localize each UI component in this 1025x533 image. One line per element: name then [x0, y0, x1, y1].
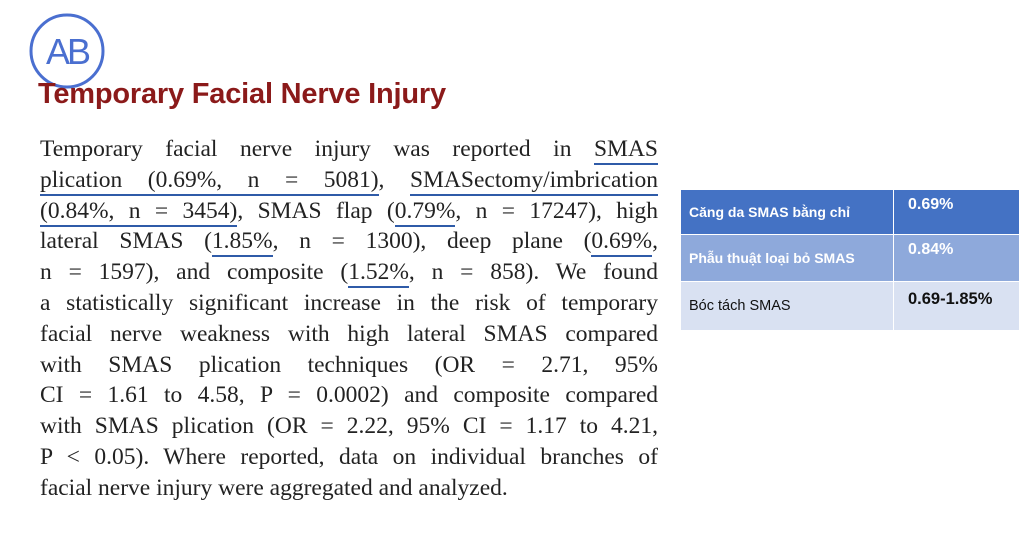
row-value: 0.69%: [894, 190, 1020, 235]
row-value: 0.69-1.85%: [894, 282, 1020, 331]
paragraph-line: [40, 288, 658, 319]
row-label: Bóc tách SMAS: [681, 282, 894, 331]
text-span: CI = 1.61 to 4.58, P = 0.0002) and composite compared: [40, 382, 658, 409]
body-paragraph: [40, 134, 658, 504]
text-span: with SMAS plication techniques (OR = 2.71, 95%: [40, 351, 658, 378]
underlined-text: 0.79%: [395, 198, 456, 227]
underlined-text: 1.85%: [212, 228, 273, 257]
paragraph-line: [40, 134, 658, 165]
table-row: [681, 282, 1020, 331]
text-span: with SMAS plication (OR = 2.22, 95% CI = 1.17 to 4.21,: [40, 413, 658, 440]
paragraph-line: [40, 380, 658, 411]
text-span: facial nerve injury were aggregated and analyzed.: [40, 474, 508, 501]
text-span: ,: [378, 166, 410, 193]
paragraph-line: [40, 411, 658, 442]
row-label: Căng da SMAS bằng chỉ: [681, 190, 894, 235]
paragraph-line: [40, 319, 658, 350]
text-span: ,: [652, 228, 658, 255]
table-row: [681, 235, 1020, 282]
text-span: , SMAS flap (: [237, 197, 395, 224]
paragraph-line: [40, 257, 658, 288]
summary-table: [680, 189, 1020, 331]
underlined-text: SMAS: [594, 136, 658, 165]
row-label: Phẫu thuật loại bỏ SMAS: [681, 235, 894, 282]
text-span: P < 0.05). Where reported, data on individual branches of: [40, 443, 658, 470]
text-span: facial nerve weakness with high lateral SMAS compared: [40, 320, 658, 347]
paragraph-line: [40, 442, 658, 473]
paragraph-line: [40, 165, 658, 196]
underlined-text: 1.52%: [348, 259, 409, 288]
paragraph-line: [40, 473, 658, 504]
text-span: , n = 858). We found: [408, 259, 658, 286]
text-span: Temporary facial nerve injury was reported in: [40, 136, 594, 162]
paragraph-line: [40, 226, 658, 257]
text-span: n = 1597), and composite (: [40, 259, 349, 286]
underlined-text: 0.69%: [591, 228, 652, 257]
table-row: [681, 190, 1020, 235]
text-span: lateral SMAS (: [40, 228, 212, 255]
underlined-text: plication (0.69%, n = 5081): [40, 167, 379, 196]
underlined-text: SMASectomy/imbrication: [410, 167, 658, 196]
underlined-text: (0.84%, n = 3454): [40, 198, 237, 227]
text-span: a statistically significant increase in the risk of temporary: [40, 289, 658, 316]
paragraph-line: [40, 350, 658, 381]
paragraph-line: [40, 196, 658, 227]
text-span: , n = 17247), high: [455, 197, 658, 224]
text-span: , n = 1300), deep plane (: [272, 228, 592, 255]
logo-text: AB: [45, 31, 89, 72]
section-title: Temporary Facial Nerve Injury: [38, 78, 446, 110]
row-value: 0.84%: [894, 235, 1020, 282]
